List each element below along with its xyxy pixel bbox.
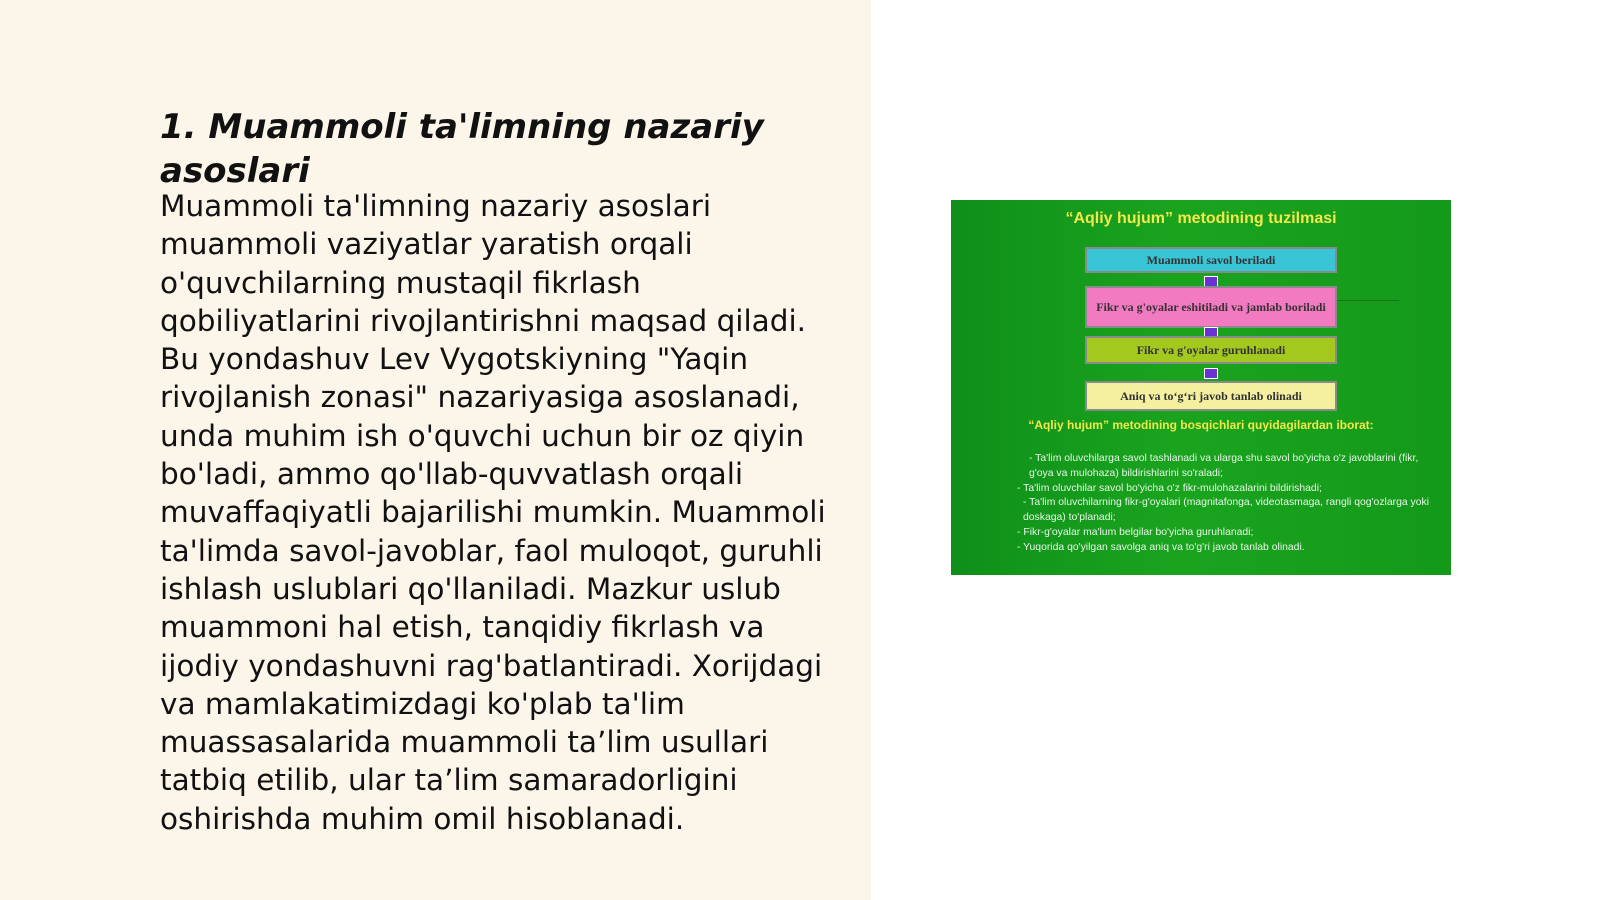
diagram-step-4: Aniq va to‘g‘ri javob tanlab olinadi [1085,381,1337,411]
diagram-step-2: Fikr va g'oyalar eshitiladi va jamlab boriladi [1085,286,1337,328]
list-item: - Ta'lim oluvchilarning fikr-g'oyalari (magnitafonga, videotasmaga, rangli qog'ozlarga yoki doskaga) to'planadi; [1023,497,1429,524]
divider [1337,300,1399,301]
aqliy-hujum-diagram-image [951,200,1451,575]
connector-icon [1204,368,1218,379]
slide-body-text: Muammoli ta'limning nazariy asoslari muammoli vaziyatlar yaratish orqali o'quvchilarning mustaqil fikrlash qobiliyatlarini rivojlantirishni maqsad qiladi. Bu yondashuv Lev Vygotskiyning "Yaqin rivojlanish zonasi" nazariyasiga asoslanadi, unda muhim ish o'quvchi uchun bir oz qiyin bo'ladi, ammo qo'llab-quvvatlash orqali muvaffaqiyatli bajarilishi mumkin. Muammoli ta'limda savol-javoblar, faol muloqot, guruhli ishlash uslublari qo'llaniladi. Mazkur uslub muammoni hal etish, tanqidiy fikrlash va ijodiy yondashuvni rag'batlantiradi. Xorijdagi va mamlakatimizdagi ko'plab ta'lim muassasalarida muammoli ta’lim usullari tatbiq etilib, ular ta’lim samaradorligini oshirishda muhim omil hisoblanadi. [160,189,826,836]
list-item: - Fikr-g'oyalar ma'lum belgilar bo'yicha guruhlanadi; [1017,526,1254,538]
list-item: - Yuqorida qo'yilgan savolga aniq va to'g'ri javob tanlab olinadi. [1017,541,1305,553]
diagram-title: “Aqliy hujum” metodining tuzilmasi [1065,210,1337,227]
slide-title: 1. Muammoli ta'limning nazariy asoslari [160,107,764,191]
list-item: - Ta'lim oluvchilarga savol tashlanadi va ularga shu savol bo'yicha o'z javoblarini (fikr, g'oya va mulohaza) bildirishlarini so'raladi; [1029,453,1419,479]
diagram-step-3: Fikr va g'oyalar guruhlanadi [1085,336,1337,364]
diagram-step-1: Muammoli savol beriladi [1085,247,1337,273]
diagram-subtitle: “Aqliy hujum” metodining bosqichlari quyidagilardan iborat: [1028,418,1374,432]
list-item: - Ta'lim oluvchilar savol bo'yicha o'z fikr-mulohazalarini bildirishadi; [1017,482,1322,494]
diagram-steps-list [975,452,1431,556]
